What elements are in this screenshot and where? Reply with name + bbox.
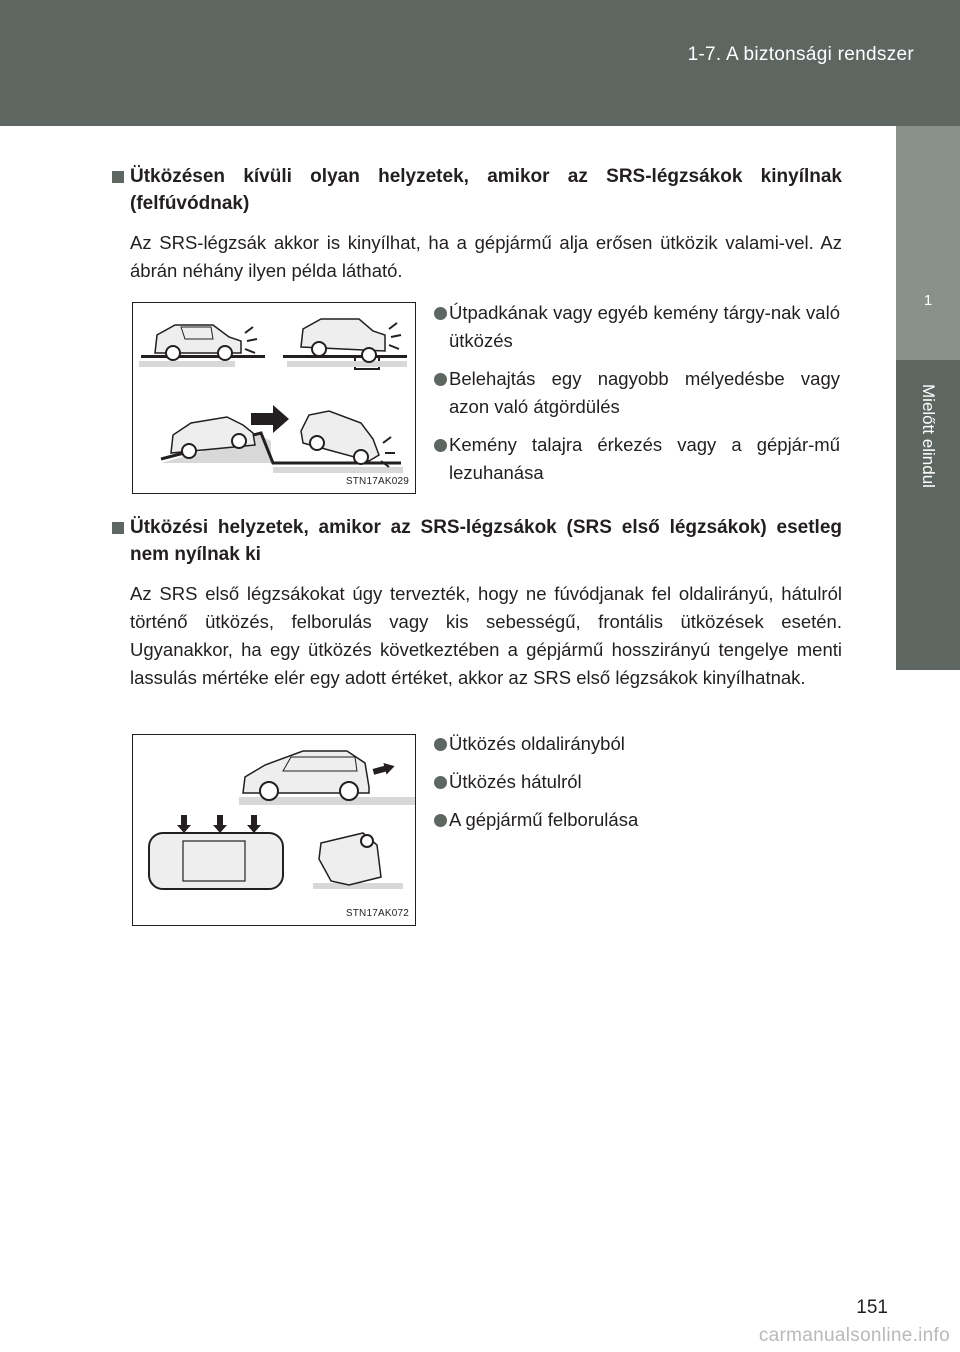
figure-non-frontal-impacts bbox=[132, 734, 416, 926]
list-item bbox=[434, 299, 840, 355]
section-heading-text: Ütközésen kívüli olyan helyzetek, amikor az SRS-légzsákok kinyílnak (felfúvódnak) bbox=[130, 166, 842, 214]
list-item-text: A gépjármű felborulása bbox=[449, 809, 639, 830]
section-paragraph: Az SRS első légzsákokat úgy tervezték, hogy ne fúvódjanak fel oldalirányú, hátulról történő ütközés, felborulás vagy kis sebességű, frontális ütközések esetén. Ugyanakkor, ha egy ütközés következtében a gépjármű hosszirányú tengelye menti lassulás mértéke elér egy adott értéket, akkor az SRS első légzsákok kinyílhatnak. bbox=[130, 583, 842, 688]
section-non-collision bbox=[112, 163, 842, 285]
chapter-tab-number bbox=[896, 126, 960, 360]
bullet-dot-icon bbox=[434, 307, 447, 320]
section-paragraph: Az SRS-légzsák akkor is kinyílhat, ha a gépjármű alja erősen ütközik valami-vel. Az ábrán néhány ilyen példa látható. bbox=[130, 232, 842, 281]
chapter-label: Mielőtt elindul bbox=[919, 384, 938, 488]
list-item-text: Útpadkának vagy egyéb kemény tárgy-nak való ütközés bbox=[449, 302, 840, 351]
car-landing-icon bbox=[301, 411, 395, 467]
figure-undercarriage-impacts bbox=[132, 302, 416, 494]
bullet-dot-icon bbox=[434, 814, 447, 827]
direction-arrow-icon bbox=[251, 405, 289, 433]
list-item bbox=[434, 768, 840, 796]
bullet-list-1 bbox=[434, 299, 840, 497]
figure-code: STN17AK072 bbox=[345, 908, 409, 919]
list-item bbox=[434, 806, 840, 834]
list-item-text: Kemény talajra érkezés vagy a gépjár-mű lezuhanása bbox=[449, 434, 840, 483]
rear-impact-arrow-icon bbox=[372, 760, 396, 777]
chapter-title: 1-7. A biztonsági rendszer bbox=[687, 44, 914, 65]
list-item bbox=[434, 431, 840, 487]
figure-code: STN17AK029 bbox=[345, 476, 409, 487]
section-heading bbox=[112, 514, 842, 568]
bullet-dot-icon bbox=[434, 738, 447, 751]
section-no-deploy bbox=[112, 514, 842, 692]
list-item-text: Ütközés hátulról bbox=[449, 771, 582, 792]
chapter-number: 1 bbox=[923, 292, 933, 309]
list-item-text: Ütközés oldalirányból bbox=[449, 733, 625, 754]
list-item-text: Belehajtás egy nagyobb mélyedésbe vagy azon való átgördülés bbox=[449, 368, 840, 417]
bullet-dot-icon bbox=[434, 776, 447, 789]
section-heading bbox=[112, 163, 842, 217]
page-number: 151 bbox=[856, 1297, 888, 1318]
car-rollover-icon bbox=[319, 833, 381, 885]
watermark: carmanualsonline.info bbox=[758, 1325, 950, 1346]
square-bullet-icon bbox=[112, 171, 124, 183]
bullet-dot-icon bbox=[434, 439, 447, 452]
car-curb-icon bbox=[155, 325, 257, 360]
bullet-list-2 bbox=[434, 730, 840, 844]
list-item bbox=[434, 730, 840, 758]
page-header bbox=[0, 0, 960, 126]
car-top-view-icon bbox=[149, 833, 283, 889]
section-heading-text: Ütközési helyzetek, amikor az SRS-légzsákok (SRS első légzsákok) esetleg nem nyílnak ki bbox=[130, 517, 842, 565]
car-impact-illustration bbox=[133, 303, 415, 493]
car-impact-illustration bbox=[133, 735, 415, 925]
car-side-impact-icon bbox=[243, 751, 369, 800]
side-impact-arrows-icon bbox=[177, 815, 261, 833]
list-item bbox=[434, 365, 840, 421]
bullet-dot-icon bbox=[434, 373, 447, 386]
square-bullet-icon bbox=[112, 522, 124, 534]
chapter-tab-label bbox=[896, 360, 960, 670]
